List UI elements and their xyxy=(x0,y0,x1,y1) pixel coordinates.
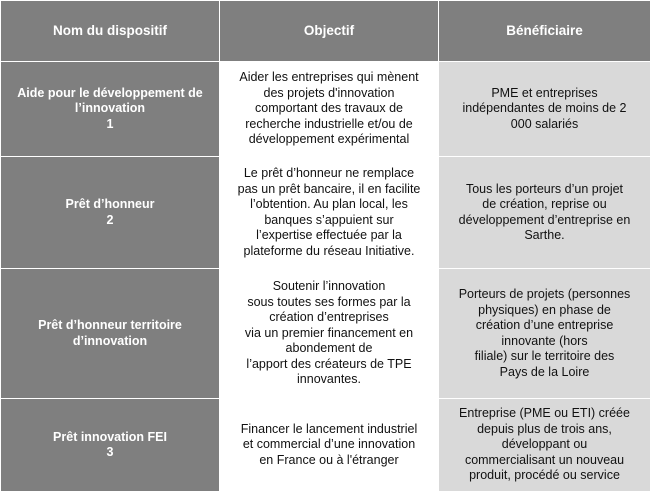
cell-line: physiques) en phase de xyxy=(445,303,644,319)
header-row xyxy=(1,1,650,62)
cell-line: plateforme du réseau Initiative. xyxy=(226,244,432,260)
cell-line: Aider les entreprises qui mènent xyxy=(226,70,432,86)
cell-line: produit, procédé ou service xyxy=(445,468,644,484)
cell-line: développement expérimental xyxy=(226,132,432,148)
header-beneficiaire: Bénéficiaire xyxy=(439,1,650,62)
objectif-cell xyxy=(220,269,439,399)
device-name-cell xyxy=(1,399,220,492)
cell-line: indépendantes de moins de 2 xyxy=(445,101,644,117)
cell-line: Prêt d’honneur xyxy=(7,197,213,213)
cell-line: banques s’appuient sur xyxy=(226,213,432,229)
cell-line: pas un prêt bancaire, il en facilite xyxy=(226,182,432,198)
beneficiaire-cell xyxy=(439,157,650,269)
table-row xyxy=(1,399,650,492)
cell-line: innovante (hors xyxy=(445,334,644,350)
cell-line: l’obtention. Au plan local, les xyxy=(226,197,432,213)
cell-line: l’expertise effectuée par la xyxy=(226,228,432,244)
cell-line: création d’entreprises xyxy=(226,310,432,326)
cell-line: filiale) sur le territoire des xyxy=(445,349,644,365)
cell-line: Financer le lancement industriel xyxy=(226,422,432,438)
cell-line: Le prêt d’honneur ne remplace xyxy=(226,166,432,182)
cell-line: 000 salariés xyxy=(445,117,644,133)
cell-line: Entreprise (PME ou ETI) créée xyxy=(445,406,644,422)
cell-line: Soutenir l’innovation xyxy=(226,279,432,295)
cell-line: Prêt d’honneur territoire xyxy=(7,318,213,334)
cell-line: abondement de xyxy=(226,341,432,357)
cell-line: Aide pour le développement de xyxy=(7,86,213,102)
objectif-cell xyxy=(220,62,439,157)
device-name-cell xyxy=(1,157,220,269)
cell-line: innovantes. xyxy=(226,372,432,388)
cell-line: 2 xyxy=(7,213,213,229)
table-row xyxy=(1,62,650,157)
beneficiaire-cell xyxy=(439,399,650,492)
cell-line: Prêt innovation FEI xyxy=(7,430,213,446)
cell-line: Porteurs de projets (personnes xyxy=(445,287,644,303)
cell-line: Tous les porteurs d’un projet xyxy=(445,182,644,198)
objectif-cell xyxy=(220,157,439,269)
cell-line: d’innovation xyxy=(7,334,213,350)
cell-line: l’innovation xyxy=(7,101,213,117)
cell-line: l’apport des créateurs de TPE xyxy=(226,357,432,373)
cell-line: Pays de la Loire xyxy=(445,365,644,381)
cell-line: comportant des travaux de xyxy=(226,101,432,117)
cell-line: sous toutes ses formes par la xyxy=(226,295,432,311)
cell-line: commercialisant un nouveau xyxy=(445,453,644,469)
objectif-cell xyxy=(220,399,439,492)
header-nom-dispositif: Nom du dispositif xyxy=(1,1,220,62)
cell-line: via un premier financement en xyxy=(226,326,432,342)
cell-line: développement d’entreprise en xyxy=(445,213,644,229)
device-name-cell xyxy=(1,269,220,399)
device-name-cell xyxy=(1,62,220,157)
cell-line: de création, reprise ou xyxy=(445,197,644,213)
cell-line: Sarthe. xyxy=(445,228,644,244)
cell-line: création d’une entreprise xyxy=(445,318,644,334)
cell-line: développant ou xyxy=(445,437,644,453)
header-objectif: Objectif xyxy=(220,1,439,62)
beneficiaire-cell xyxy=(439,62,650,157)
cell-line: depuis plus de trois ans, xyxy=(445,422,644,438)
cell-line: des projets d'innovation xyxy=(226,86,432,102)
cell-line: 3 xyxy=(7,445,213,461)
cell-line: 1 xyxy=(7,117,213,133)
cell-line: en France ou à l'étranger xyxy=(226,453,432,469)
table-row xyxy=(1,157,650,269)
cell-line: recherche industrielle et/ou de xyxy=(226,117,432,133)
table-row xyxy=(1,269,650,399)
cell-line: PME et entreprises xyxy=(445,86,644,102)
cell-line: et commercial d’une innovation xyxy=(226,437,432,453)
beneficiaire-cell xyxy=(439,269,650,399)
